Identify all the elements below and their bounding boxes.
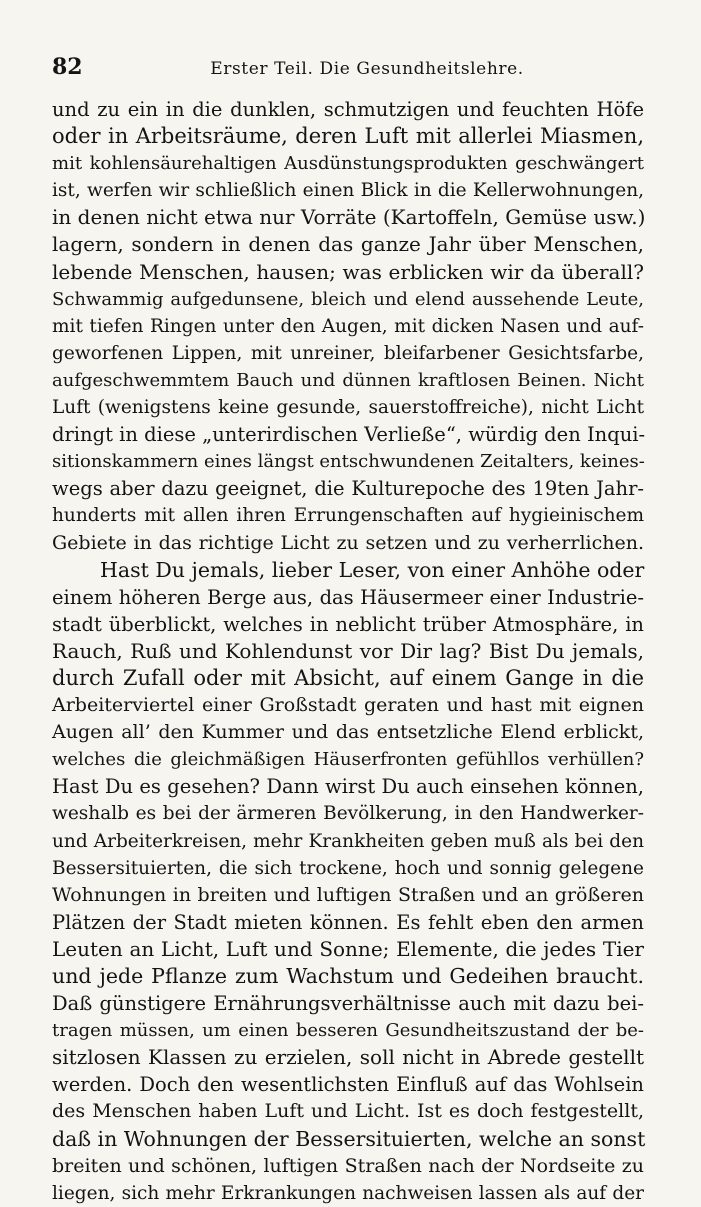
text-line: in denen nicht etwa nur Vorräte (Kartoffeln, Gemüse usw.)	[52, 205, 646, 230]
page-number: 82	[52, 54, 83, 80]
text-line: sitzlosen Klassen zu erzielen, soll nicht in Abrede gestellt	[52, 1045, 644, 1070]
running-head: Erster Teil. Die Gesundheitslehre.	[210, 59, 524, 79]
text-line: mit tiefen Ringen unter den Augen, mit dicken Nasen und auf-	[52, 315, 644, 337]
text-line: Schwammig aufgedunsene, bleich und elend aussehende Leute,	[52, 288, 644, 310]
text-line: lagern, sondern in denen das ganze Jahr über Menschen,	[52, 232, 644, 257]
text-line: hunderts mit allen ihren Errungenschaften auf hygieinischem	[52, 505, 644, 527]
text-line: des Menschen haben Luft und Licht. Ist es doch festgestellt,	[52, 1100, 644, 1123]
page-header	[52, 54, 652, 88]
text-line: welches die gleichmäßigen Häuserfronten gefühllos verhüllen?	[52, 749, 644, 771]
text-line: Arbeiterviertel einer Großstadt geraten und hast mit eignen	[52, 694, 644, 717]
text-line: werden. Doch den wesentlichsten Einfluß auf das Wohlsein	[52, 1073, 644, 1097]
text-line: weshalb es bei der ärmeren Bevölkerung, in den Handwerker-	[52, 803, 644, 825]
text-line: Rauch, Ruß und Kohlendunst vor Dir lag? Bist Du jemals,	[52, 638, 644, 663]
text-line: breiten und schönen, luftigen Straßen nach der Nordseite zu	[52, 1154, 644, 1177]
text-line: wegs aber dazu geeignet, die Kulturepoche des 19ten Jahr-	[52, 477, 644, 501]
text-line: Plätzen der Stadt mieten können. Es fehlt eben den armen	[52, 910, 644, 934]
text-line: durch Zufall oder mit Absicht, auf einem Gange in die	[52, 665, 644, 690]
text-line: dringt in diese „unterirdischen Verließe“, würdig den Inqui-	[52, 423, 646, 447]
text-line: oder in Arbeitsräume, deren Luft mit allerlei Miasmen,	[52, 124, 644, 149]
text-line: ist, werfen wir schließlich einen Blick in die Kellerwohnungen,	[52, 180, 644, 202]
text-line: und jede Pflanze zum Wachstum und Gedeihen braucht.	[52, 964, 644, 988]
text-line: lebende Menschen, hausen; was erblicken wir da überall?	[52, 259, 644, 284]
text-line: und zu ein in die dunklen, schmutzigen und feuchten Höfe	[52, 98, 644, 121]
text-line: aufgeschwemmtem Bauch und dünnen kraftlosen Beinen. Nicht	[52, 369, 644, 391]
text-line: Luft (wenigstens keine gesunde, sauerstoffreiche), nicht Licht	[52, 397, 644, 419]
text-line: Bessersituierten, die sich trockene, hoch und sonnig gelegene	[52, 857, 644, 879]
text-line: Leuten an Licht, Luft und Sonne; Elemente, die jedes Tier	[52, 936, 644, 961]
text-line: Hast Du es gesehen? Dann wirst Du auch einsehen können,	[52, 775, 644, 799]
text-line: und Arbeiterkreisen, mehr Krankheiten geben muß als bei den	[52, 830, 644, 852]
text-line: geworfenen Lippen, mit unreiner, bleifarbener Gesichtsfarbe,	[52, 342, 644, 364]
text-line: sitionskammern eines längst entschwundenen Zeitalters, keines-	[52, 451, 645, 473]
body-text	[52, 96, 644, 1207]
text-line: mit kohlensäurehaltigen Ausdünstungsprodukten geschwängert	[52, 153, 644, 175]
text-line: Daß günstigere Ernährungsverhältnisse auch mit dazu bei-	[52, 992, 644, 1016]
text-line: einem höheren Berge aus, das Häusermeer einer Industrie-	[52, 585, 644, 609]
text-line: stadt überblickt, welches in neblicht trüber Atmosphäre, in	[52, 612, 644, 636]
text-line: Gebiete in das richtige Licht zu setzen und zu verherrlichen.	[52, 531, 644, 554]
text-line: Augen all’ den Kummer und das entsetzliche Elend erblickt,	[52, 721, 644, 744]
text-line: liegen, sich mehr Erkrankungen nachweisen lassen als auf der	[52, 1182, 644, 1204]
text-line: Hast Du jemals, lieber Leser, von einer Anhöhe oder	[100, 557, 645, 582]
text-line: Wohnungen in breiten und luftigen Straßen und an größeren	[52, 883, 644, 906]
text-line: daß in Wohnungen der Bessersituierten, welche an sonst	[52, 1126, 646, 1151]
text-line: tragen müssen, um einen besseren Gesundheitszustand der be-	[52, 1020, 644, 1042]
